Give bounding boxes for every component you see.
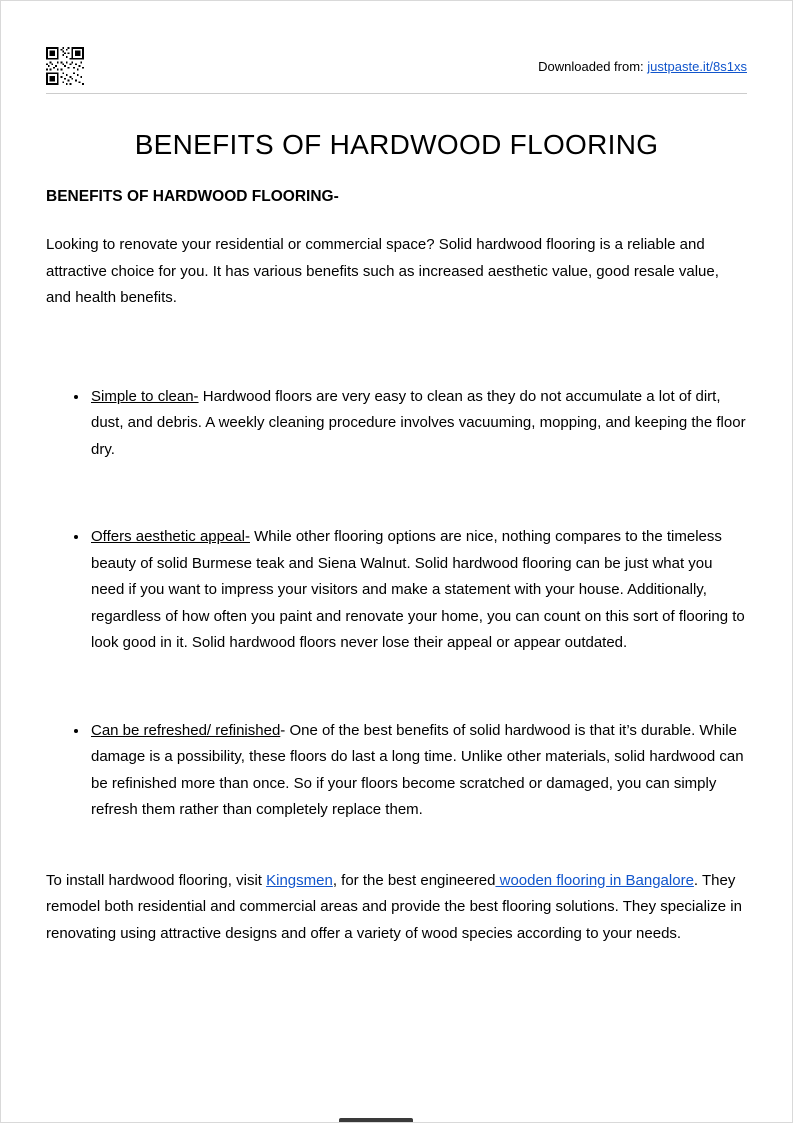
list-item: [89, 384, 747, 464]
closing-paragraph: [46, 868, 747, 948]
kingsmen-link[interactable]: Kingsmen: [266, 871, 333, 889]
downloaded-from-label: Downloaded from:: [538, 58, 644, 74]
list-item: [89, 718, 747, 824]
intro-paragraph: Looking to renovate your residential or commercial space? Solid hardwood flooring is a reliable and attractive choice for you. It has various benefits such as increased aesthetic value, good resale value, and health benefits.: [46, 236, 719, 306]
page-bottom-artifact: [339, 1118, 413, 1122]
closing-text: To install hardwood flooring, visit: [46, 871, 267, 889]
downloaded-from: [538, 59, 747, 74]
header-divider: [46, 93, 747, 94]
list-item: [89, 524, 747, 657]
bullet-lead: Offers aesthetic appeal-: [91, 528, 250, 545]
benefits-list: [46, 384, 747, 824]
header: [46, 47, 747, 85]
page-title: BENEFITS OF HARDWOOD FLOORING: [134, 129, 659, 160]
bullet-text: Hardwood floors are very easy to clean as they do not accumulate a lot of dirt, dust, and debris. A weekly cleaning procedure involves vacuuming, mopping, and keeping the floor dry.: [91, 387, 746, 458]
bullet-text: While other flooring options are nice, nothing compares to the timeless beauty of solid Burmese teak and Siena Walnut. Solid hardwood flooring can be just what you need if you want to impress your visitors and make a statement with your house. Additionally, regardless of how often you paint and renovate your home, you can count on this sort of flooring to look good in it. Solid hardwood floors never lose their appeal or appear outdated.: [91, 528, 745, 651]
section-heading: BENEFITS OF HARDWOOD FLOORING-: [46, 188, 339, 205]
bullet-lead: Simple to clean-: [91, 387, 199, 405]
bullet-text: - One of the best benefits of solid hardwood is that it’s durable. While damage is a possibility, these floors do last a long time. Unlike other materials, solid hardwood can be refinished more than once. So if your floors become scratched or damaged, you can simply refresh them rather than completely replace them.: [91, 721, 744, 818]
closing-text: . They remodel both residential and commercial areas and provide the best flooring solutions. They specialize in renovating using attractive designs and offer a variety of wood species according to your needs.: [46, 871, 742, 942]
wooden-flooring-bangalore-link[interactable]: wooden flooring in Bangalore: [495, 871, 694, 889]
downloaded-from-link[interactable]: justpaste.it/8s1xs: [647, 58, 747, 74]
bullet-lead: Can be refreshed/ refinished: [91, 721, 281, 739]
qr-code-icon: [46, 47, 84, 85]
closing-text: , for the best engineered: [332, 871, 496, 889]
